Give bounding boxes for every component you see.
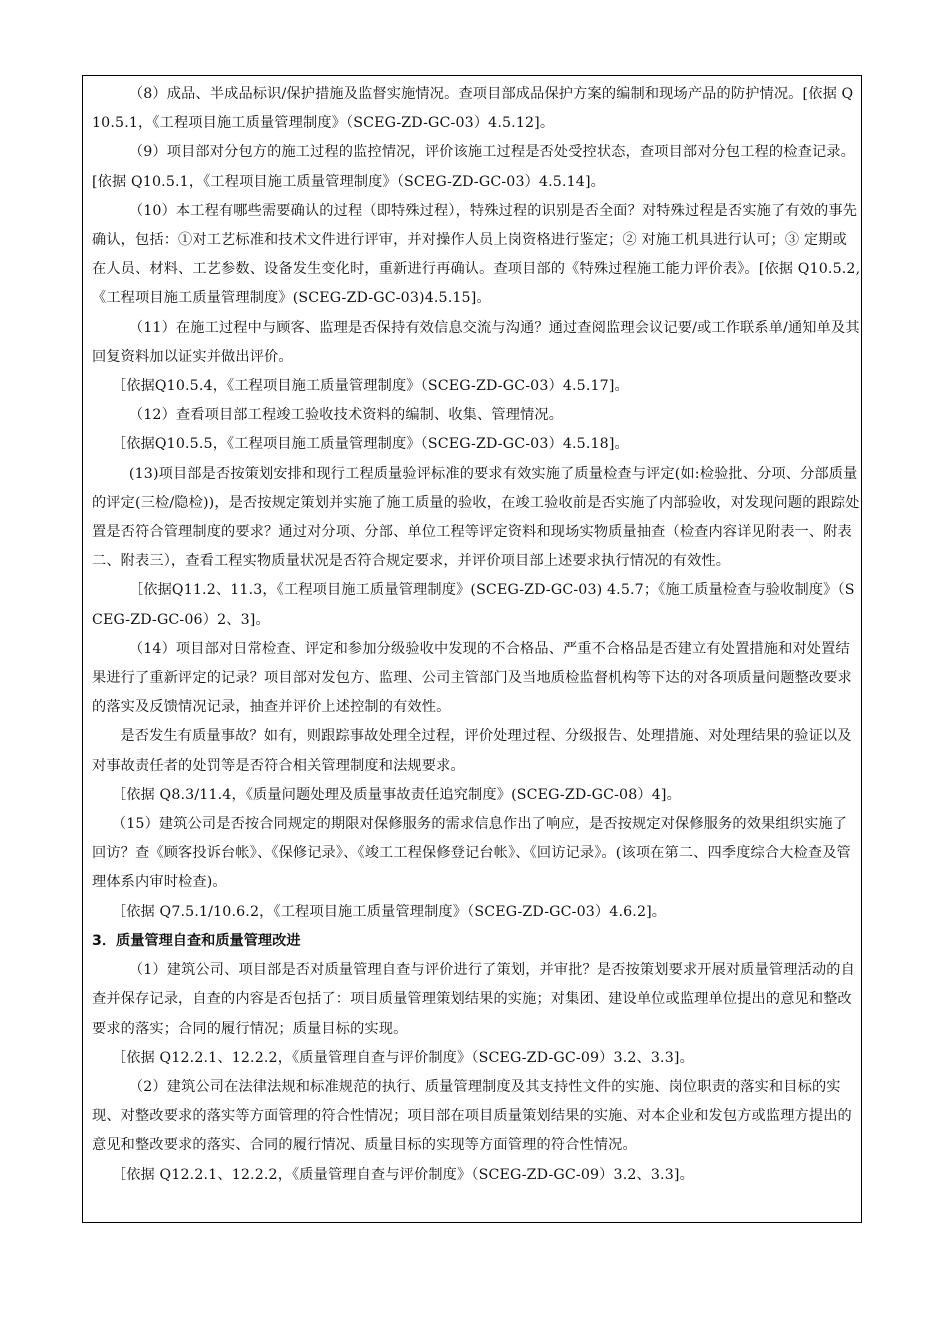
item-11-paragraph: （11）在施工过程中与顾客、监理是否保持有效信息交流与沟通？通过查阅监理会议记要/或工作联系单/通知单及其回复资料加以证实并做出评价。 [92,319,860,365]
item-9-paragraph: （9）项目部对分包方的施工过程的监控情况，评价该施工过程是否处受控状态，查项目部对分包工程的检查记录。[依据 Q10.5.1，《工程项目施工质量管理制度》（SCEG-ZD-GC-03）4.5.14]。 [92,144,855,190]
item-15-reference: ［依据 Q7.5.1/10.6.2，《工程项目施工质量管理制度》（SCEG-ZD-GC-03）4.6.2]。 [111,903,667,920]
item-14-reference: ［依据 Q8.3/11.4，《质量问题处理及质量事故责任追究制度》(SCEG-ZD-GC-08）4]。 [111,786,681,803]
section-3-item-2-reference: ［依据 Q12.2.1、12.2.2，《质量管理自查与评价制度》（SCEG-ZD-GC-09）3.2、3.3]。 [111,1166,694,1183]
section-3-item-2-paragraph: （2）建筑公司在法律法规和标准规范的执行、质量管理制度及其支持性文件的实施、岗位职责的落实和目标的实现、对整改要求的落实等方面管理的符合性情况；项目部在项目质量策划结果的实施、对本企业和发包方或监理方提出的意见和整改要求的落实、合同的履行情况、质量目标的实现等方面管理的符合性情况。 [92,1078,852,1154]
item-12-reference: ［依据Q10.5.5，《工程项目施工质量管理制度》（SCEG-ZD-GC-03）4.5.18]。 [111,436,629,453]
item-15-paragraph: （15）建筑公司是否按合同规定的期限对保修服务的需求信息作出了响应，是否按规定对保修服务的效果组织实施了回访？查《顾客投诉台帐》、《保修记录》、《竣工工程保修登记台帐》、《回访记录》。(该项在第二、四季度综合大检查及管理体系内审时检查)。 [92,816,851,891]
item-14-accident-paragraph: 是否发生有质量事故？如有，则跟踪事故处理全过程，评价处理过程、分级报告、处理措施、对处理结果的验证以及对事故责任者的处罚等是否符合相关管理制度和法规要求。 [92,728,852,774]
item-11-reference: ［依据Q10.5.4，《工程项目施工质量管理制度》（SCEG-ZD-GC-03）4.5.17]。 [111,378,629,395]
section-3-item-1-reference: ［依据 Q12.2.1、12.2.2，《质量管理自查与评价制度》（SCEG-ZD-GC-09）3.2、3.3]。 [111,1049,694,1066]
item-13-reference: ［依据Q11.2、11.3，《工程项目施工质量管理制度》(SCEG-ZD-GC-03) 4.5.7；《施工质量检查与验收制度》（SCEG-ZD-GC-06）2、3]。 [92,582,855,628]
item-14-paragraph: （14）项目部对日常检查、评定和参加分级验收中发现的不合格品、严重不合格品是否建立有处置措施和对处置结果进行了重新评定的记录？项目部对发包方、监理、公司主管部门及当地质检监督机构等下达的对各项质量问题整改要求的落实及反馈情况记录，抽查并评价上述控制的有效性。 [92,640,852,716]
content-table-cell [82,75,862,1223]
item-8-paragraph: （8）成品、半成品标识/保护措施及监督实施情况。查项目部成品保护方案的编制和现场产品的防护情况。[依据 Q10.5.1，《工程项目施工质量管理制度》（SCEG-ZD-GC-03）4.5.12]。 [92,86,854,132]
item-13-paragraph: (13)项目部是否按策划安排和现行工程质量验评标准的要求有效实施了质量检查与评定(如:检验批、分项、分部质量的评定(三检/隐检))，是否按规定策划并实施了施工质量的验收，在竣工验收前是否实施了内部验收，对发现问题的跟踪处置是否符合管理制度的要求？通过对分项、分部、单位工程等评定资料和现场实物质量抽查（检查内容详见附表一、附表二、附表三），查看工程实物质量状况是否符合规定要求，并评价项目部上述要求执行情况的有效性。 [92,465,860,570]
section-3-heading: 3．质量管理自查和质量管理改进 [92,932,301,949]
item-10-paragraph: （10）本工程有哪些需要确认的过程（即特殊过程），特殊过程的识别是否全面？对特殊过程是否实施了有效的事先确认，包括：①对工艺标准和技术文件进行评审，并对操作人员上岗资格进行鉴定；② 对施工机具进行认可；③ 定期或在人员、材料、工艺参数、设备发生变化时，重新进行再确认。查项目部的《特殊过程施工能力评价表》。[依据 Q10.5.2,《工程项目施工质量管理制度》(SCEG-ZD-GC-03)4.5.15]。 [92,202,861,307]
item-12-paragraph: （12）查看项目部工程竣工验收技术资料的编制、收集、管理情况。 [128,407,564,424]
section-3-item-1-paragraph: （1）建筑公司、项目部是否对质量管理自查与评价进行了策划，并审批？是否按策划要求开展对质量管理活动的自查并保存记录，自查的内容是否包括了：项目质量管理策划结果的实施；对集团、建设单位或监理单位提出的意见和整改要求的落实；合同的履行情况；质量目标的实现。 [92,962,855,1037]
